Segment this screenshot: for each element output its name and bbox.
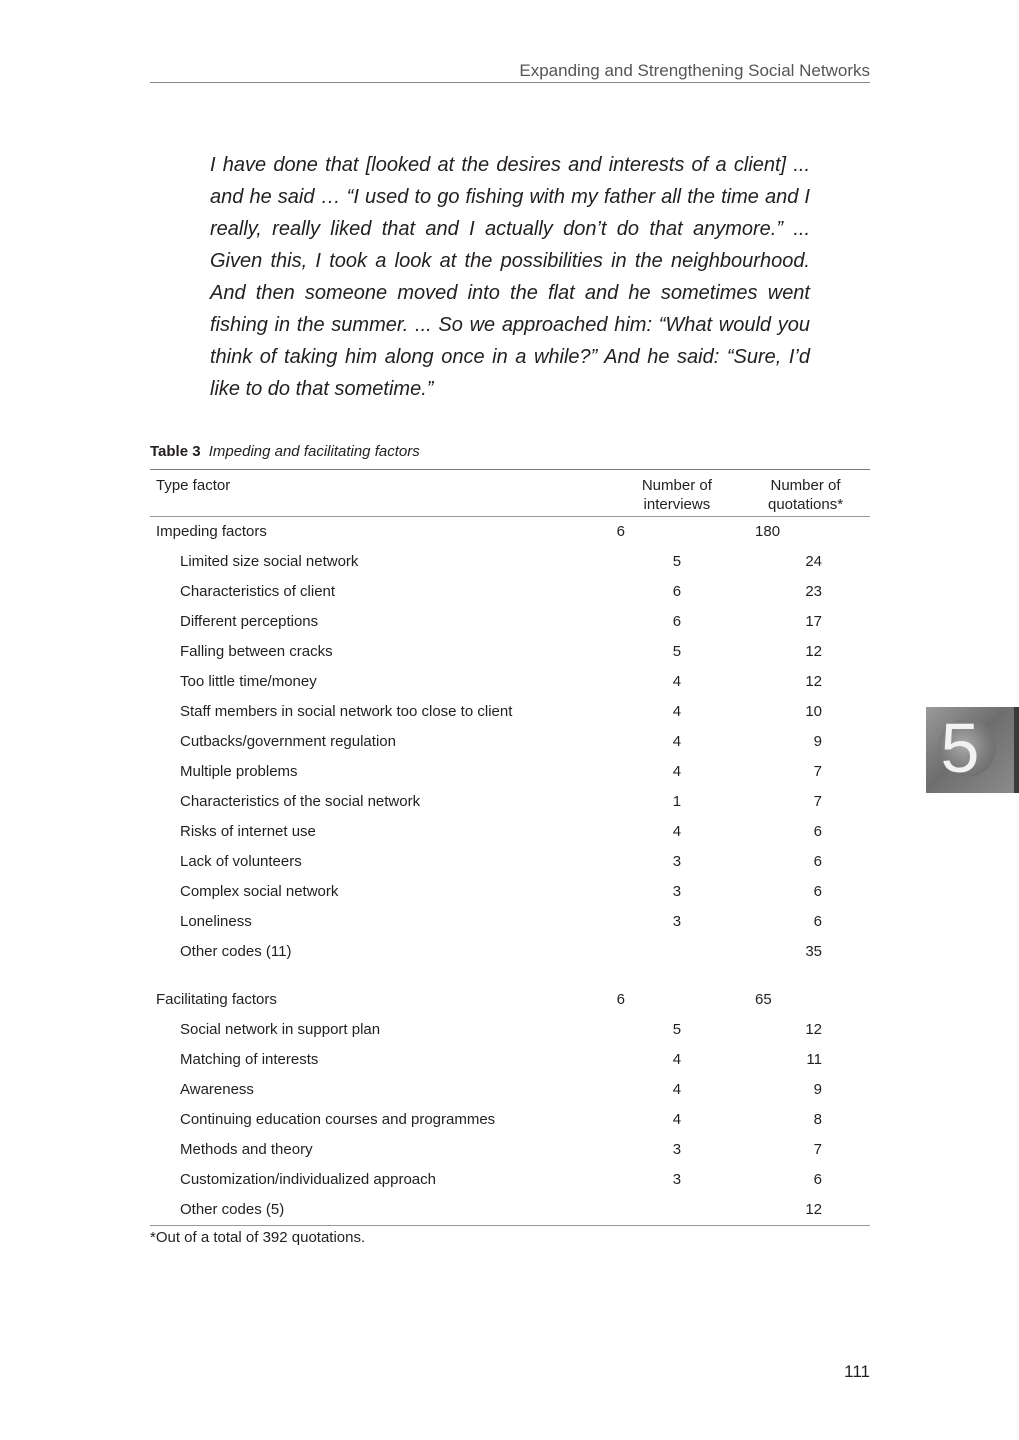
quotations-cell: 11 — [806, 1051, 822, 1068]
table-row — [150, 577, 870, 607]
table-row — [150, 1135, 870, 1165]
table-row — [150, 847, 870, 877]
interviews-cell: 4 — [672, 733, 682, 750]
table-row — [150, 547, 870, 577]
factor-cell: Characteristics of the social network — [180, 793, 421, 810]
table-footnote: *Out of a total of 392 quotations. — [150, 1229, 366, 1246]
interviews-cell: 4 — [672, 823, 682, 840]
group-label: Facilitating factors — [156, 991, 277, 1008]
factor-cell: Falling between cracks — [180, 643, 333, 660]
factor-cell: Multiple problems — [180, 763, 298, 780]
table-row — [150, 817, 870, 847]
spacer-cell — [150, 967, 870, 985]
table-label: Table 3 — [150, 443, 201, 460]
table-row — [150, 907, 870, 937]
interviews-cell: 4 — [672, 673, 682, 690]
table-row — [150, 787, 870, 817]
interviews-cell: 3 — [672, 1171, 682, 1188]
interviews-cell: 1 — [672, 793, 682, 810]
quotations-cell: 10 — [805, 703, 822, 720]
factor-cell: Continuing education courses and programmes — [180, 1111, 496, 1128]
group-row-facilitating — [150, 985, 870, 1015]
group-label: Impeding factors — [156, 523, 267, 540]
group-spacer — [150, 967, 870, 985]
interviews-cell: 4 — [672, 1051, 682, 1068]
factors-table — [150, 469, 870, 1226]
group-interviews: 6 — [616, 523, 626, 540]
quotations-cell: 9 — [813, 733, 822, 750]
factor-cell: Different perceptions — [180, 613, 319, 630]
quotations-cell: 9 — [813, 1081, 822, 1098]
factor-cell: Awareness — [180, 1081, 254, 1098]
quotations-cell: 7 — [813, 763, 822, 780]
quotations-cell: 7 — [813, 1141, 822, 1158]
header-number-of-quotations: Number of quotations* — [741, 470, 870, 517]
header-number-of-interviews: Number of interviews — [613, 470, 741, 517]
table-row — [150, 667, 870, 697]
running-header: Expanding and Strengthening Social Networks — [150, 60, 870, 83]
table-row — [150, 727, 870, 757]
group-interviews: 6 — [616, 991, 626, 1008]
group-row-impeding — [150, 517, 870, 548]
factor-cell: Risks of internet use — [180, 823, 316, 840]
table-row — [150, 937, 870, 967]
factor-cell: Characteristics of client — [180, 583, 336, 600]
table-row — [150, 607, 870, 637]
interviews-cell: 3 — [672, 883, 682, 900]
interviews-cell: 4 — [672, 1111, 682, 1128]
interviews-cell — [613, 937, 741, 967]
interviews-cell: 3 — [672, 853, 682, 870]
quotations-cell: 24 — [805, 553, 822, 570]
chapter-tab-edge — [1014, 707, 1019, 793]
page-number: 111 — [844, 1362, 870, 1381]
quotations-cell: 6 — [813, 853, 822, 870]
factor-cell: Methods and theory — [180, 1141, 313, 1158]
factor-cell: Limited size social network — [180, 553, 359, 570]
quotations-cell: 8 — [813, 1111, 822, 1128]
quotations-cell: 7 — [813, 793, 822, 810]
table-row — [150, 757, 870, 787]
group-quotations: 65 — [755, 991, 772, 1008]
table-row — [150, 1195, 870, 1226]
quotations-cell: 6 — [813, 913, 822, 930]
factor-cell: Complex social network — [180, 883, 339, 900]
interviews-cell: 6 — [672, 613, 682, 630]
factor-cell: Loneliness — [180, 913, 252, 930]
factor-cell: Too little time/money — [180, 673, 317, 690]
factor-cell: Customization/individualized approach — [180, 1171, 436, 1188]
quotations-cell: 6 — [813, 823, 822, 840]
quotations-cell: 6 — [813, 1171, 822, 1188]
quotations-cell: 12 — [805, 673, 822, 690]
chapter-number: 5 — [940, 709, 980, 787]
interviews-cell: 3 — [672, 1141, 682, 1158]
interviews-cell: 5 — [672, 643, 682, 660]
factor-cell: Other codes (5) — [150, 1195, 613, 1226]
group-quotations: 180 — [755, 523, 781, 540]
factor-cell: Other codes (11) — [180, 943, 292, 960]
interviews-cell: 4 — [672, 1081, 682, 1098]
interviews-cell: 3 — [672, 913, 682, 930]
quotations-cell: 35 — [805, 943, 822, 960]
table-row — [150, 1015, 870, 1045]
interviews-cell: 6 — [672, 583, 682, 600]
factor-cell: Social network in support plan — [180, 1021, 381, 1038]
factor-cell: Lack of volunteers — [180, 853, 302, 870]
interviews-cell: 4 — [672, 703, 682, 720]
factor-cell: Cutbacks/government regulation — [180, 733, 396, 750]
interviews-cell — [613, 1195, 741, 1226]
table-row — [150, 877, 870, 907]
table-row — [150, 1045, 870, 1075]
quotations-cell: 6 — [813, 883, 822, 900]
quotations-cell: 23 — [805, 583, 822, 600]
block-quote: I have done that [looked at the desires and interests of a client] ... and he said … “I used to go fishing with my father all the time and I really, really liked that and I actually don’t do that anymore.” ... Given this, I took a look at the possibilities in the neighbourhood. And then someone moved into the flat and he sometimes went fishing in the summer. ... So we approached him: “What would you think of taking him along once in a while?” And he said: “Sure, I’d like to do that sometime.” — [210, 154, 810, 400]
interviews-cell: 4 — [672, 763, 682, 780]
table-row — [150, 697, 870, 727]
interviews-cell: 5 — [672, 553, 682, 570]
quotations-cell: 12 — [805, 643, 822, 660]
interviews-cell: 5 — [672, 1021, 682, 1038]
table-caption — [150, 442, 420, 462]
quotations-cell: 17 — [805, 613, 822, 630]
table-row — [150, 1165, 870, 1195]
quotations-cell: 12 — [805, 1021, 822, 1038]
header-type-factor: Type factor — [150, 470, 613, 517]
table-row — [150, 1075, 870, 1105]
table-row — [150, 637, 870, 667]
table-title: Impeding and facilitating factors — [208, 443, 420, 460]
factor-cell: Matching of interests — [180, 1051, 319, 1068]
table-row — [150, 1105, 870, 1135]
chapter-tab — [926, 707, 1019, 793]
table-header-row — [150, 470, 870, 517]
quotations-cell: 12 — [741, 1195, 870, 1226]
factor-cell: Staff members in social network too close to client — [180, 703, 513, 720]
